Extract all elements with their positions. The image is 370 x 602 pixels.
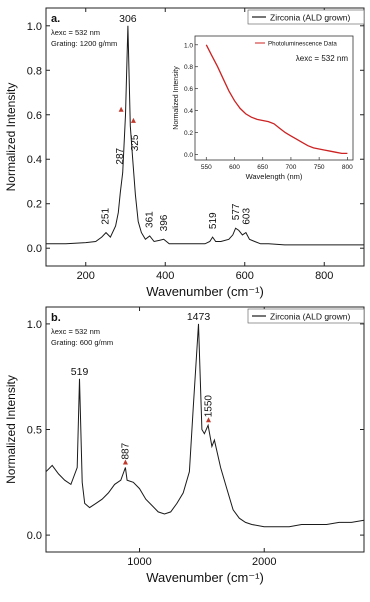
x-tick-label: 2000 (251, 556, 277, 568)
legend-label: Zirconia (ALD grown) (270, 12, 351, 23)
panel-a (4, 8, 364, 299)
panel-label: b. (51, 312, 61, 324)
peak-label: 887 (120, 442, 132, 460)
y-tick-label: 0.8 (26, 65, 42, 78)
grating-note: Grating: 1200 g/mm (51, 39, 118, 48)
grating-note: Grating: 600 g/mm (51, 338, 114, 347)
peak-label: 306 (119, 12, 137, 25)
peak-label: 361 (144, 211, 156, 228)
x-tick-label: 600 (235, 270, 254, 282)
peak-label: 577 (231, 203, 243, 221)
x-tick-label: 800 (315, 270, 334, 282)
inset-chart (173, 36, 353, 181)
y-tick-label: 0.6 (26, 109, 42, 122)
peak-label: 603 (241, 207, 253, 225)
peak-label: 287 (114, 147, 126, 165)
peak-marker (119, 107, 124, 112)
y-tick-label: 0.5 (26, 424, 42, 437)
y-tick-label: 0.0 (26, 243, 42, 256)
y-tick-label: 1.0 (26, 318, 42, 331)
x-tick-label: 400 (156, 270, 175, 282)
y-axis-label: Normalized Intensity (4, 82, 18, 192)
excitation-note: λexc = 532 nm (51, 28, 100, 37)
inset-y-tick-label: 0.4 (183, 108, 193, 116)
inset-y-tick-label: 0.0 (183, 152, 193, 160)
peak-label: 1473 (186, 310, 211, 323)
excitation-note: λexc = 532 nm (51, 327, 100, 336)
peak-label: 519 (207, 212, 219, 230)
x-tick-label: 1000 (127, 556, 152, 568)
x-axis-label: Wavenumber (cm⁻¹) (146, 284, 264, 299)
inset-x-axis-label: Wavelength (nm) (245, 172, 303, 181)
inset-x-tick-label: 550 (200, 164, 212, 171)
y-tick-label: 0.2 (26, 198, 42, 211)
inset-y-tick-label: 0.2 (183, 130, 193, 138)
y-axis-label: Normalized Intensity (4, 375, 18, 484)
x-axis-label: Wavenumber (cm⁻¹) (146, 570, 264, 585)
inset-y-axis-label: Normalized Intensity (173, 66, 180, 130)
peak-marker (131, 118, 136, 123)
inset-x-tick-label: 650 (257, 164, 269, 171)
y-tick-label: 0.4 (26, 154, 42, 167)
peak-label: 251 (100, 207, 112, 225)
peak-label: 396 (159, 214, 171, 232)
peak-label: 519 (70, 365, 89, 378)
panel-b (4, 307, 364, 585)
inset-x-tick-label: 700 (285, 164, 297, 171)
inset-x-tick-label: 800 (341, 164, 353, 171)
x-tick-label: 200 (76, 270, 95, 282)
y-tick-label: 1.0 (26, 20, 42, 33)
inset-x-tick-label: 600 (229, 164, 240, 171)
spectrum-line (46, 324, 364, 527)
legend-label: Zirconia (ALD grown) (270, 311, 351, 322)
panel-label: a. (51, 13, 61, 25)
peak-label: 325 (130, 134, 142, 152)
peak-label: 1550 (203, 395, 215, 418)
inset-excitation-note: λexc = 532 nm (295, 54, 348, 63)
inset-x-tick-label: 750 (313, 164, 325, 171)
y-tick-label: 0.0 (26, 530, 42, 543)
inset-y-tick-label: 1.0 (183, 42, 193, 50)
inset-y-tick-label: 0.8 (183, 64, 193, 72)
inset-legend-label: Photoluminescence Data (268, 40, 337, 48)
inset-y-tick-label: 0.6 (183, 86, 193, 94)
